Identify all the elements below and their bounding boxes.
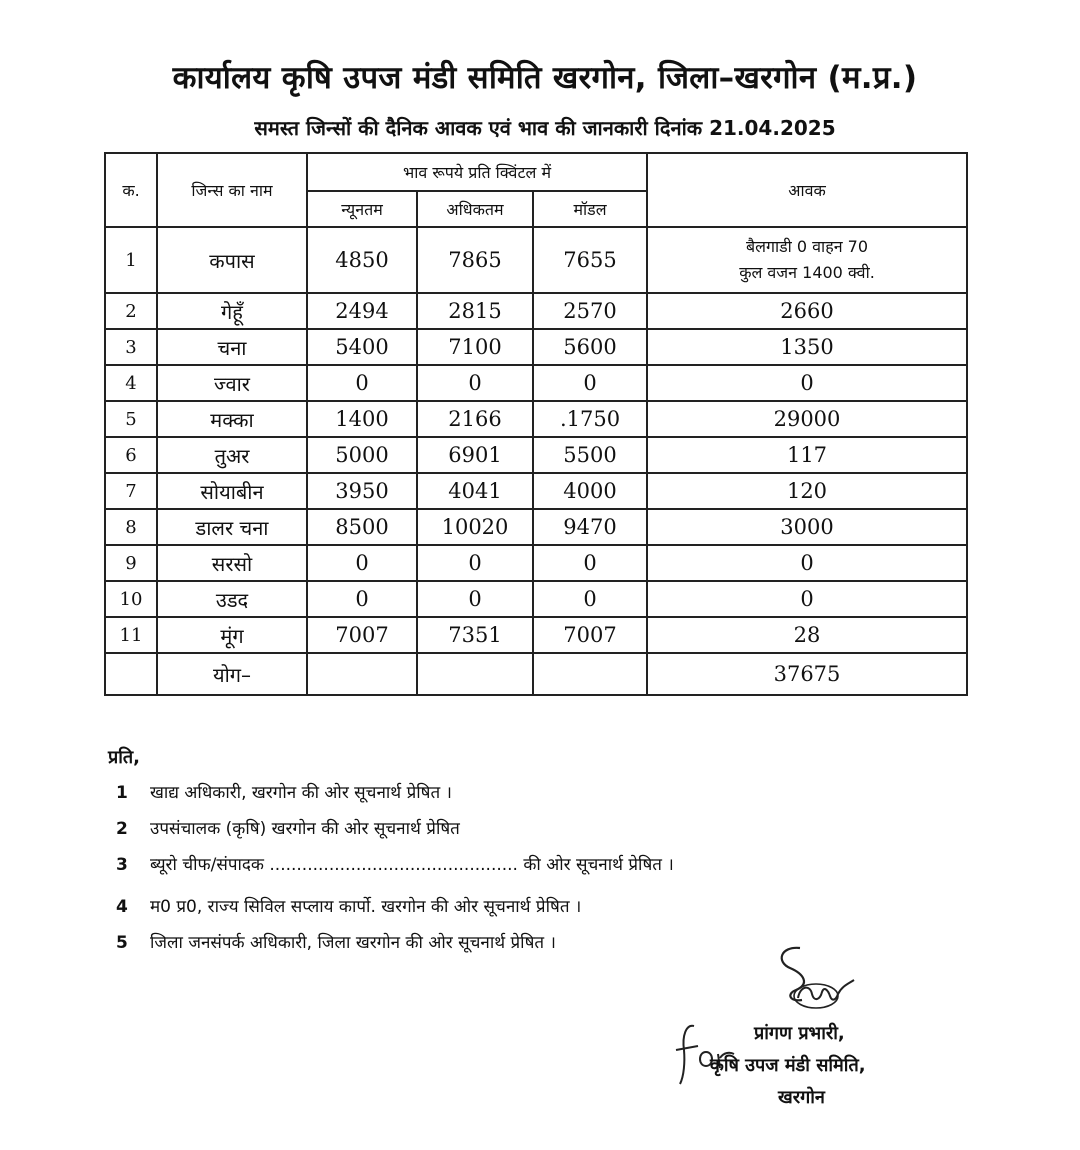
row-commodity: सरसो <box>157 545 307 581</box>
signatory-designation: प्रांगण प्रभारी, <box>754 1023 845 1044</box>
row-sn: 2 <box>105 293 157 329</box>
header-model-price: मॉडल <box>533 191 647 227</box>
row-max: 6901 <box>417 437 533 473</box>
arrival-vehicles: बैलगाडी 0 वाहन 70 <box>745 237 869 256</box>
list-item-number: 2 <box>116 819 128 839</box>
table-row <box>105 365 967 401</box>
table-row <box>105 329 967 365</box>
table-row <box>105 617 967 653</box>
row-min: 0 <box>307 581 417 617</box>
list-item <box>116 816 816 852</box>
row-min: 0 <box>307 545 417 581</box>
row-commodity: चना <box>157 329 307 365</box>
report-subtitle: समस्त जिन्सों की दैनिक आवक एवं भाव की जानकारी दिनांक 21.04.2025 <box>254 116 836 140</box>
row-sn: 1 <box>105 227 157 293</box>
row-commodity: ज्वार <box>157 365 307 401</box>
row-arrival: 29000 <box>647 401 967 437</box>
row-model: 9470 <box>533 509 647 545</box>
row-sn: 10 <box>105 581 157 617</box>
row-max: 2815 <box>417 293 533 329</box>
list-item-number: 3 <box>116 855 128 875</box>
row-arrival: 2660 <box>647 293 967 329</box>
row-min: 5400 <box>307 329 417 365</box>
row-commodity: गेहूँ <box>157 293 307 329</box>
row-commodity: मक्का <box>157 401 307 437</box>
row-model: 5500 <box>533 437 647 473</box>
total-label: योग– <box>157 653 307 695</box>
row-commodity: मूंग <box>157 617 307 653</box>
table-row <box>105 293 967 329</box>
row-commodity: सोयाबीन <box>157 473 307 509</box>
row-sn: 5 <box>105 401 157 437</box>
row-min: 0 <box>307 365 417 401</box>
total-sn-empty <box>105 653 157 695</box>
office-title: कार्यालय कृषि उपज मंडी समिति खरगोन, जिला–खरगोन (म.प्र.) <box>172 60 918 96</box>
header-max-price: अधिकतम <box>417 191 533 227</box>
list-item-text: ब्यूरो चीफ/संपादक .............................................. की ओर सूचनार्थ प्रेषित । <box>150 855 674 875</box>
row-sn: 7 <box>105 473 157 509</box>
list-item-text: जिला जनसंपर्क अधिकारी, जिला खरगोन की ओर सूचनार्थ प्रेषित । <box>150 933 556 953</box>
row-model: 7655 <box>533 227 647 293</box>
row-min: 4850 <box>307 227 417 293</box>
header-commodity-name: जिन्स का नाम <box>157 153 307 227</box>
row-arrival: 28 <box>647 617 967 653</box>
table-row <box>105 473 967 509</box>
row-model: 7007 <box>533 617 647 653</box>
list-item-text: म0 प्र0, राज्य सिविल सप्लाय कार्पो. खरगोन की ओर सूचनार्थ प्रेषित । <box>150 897 582 917</box>
row-max: 7351 <box>417 617 533 653</box>
signatory-organization: कृषि उपज मंडी समिति, <box>710 1055 866 1076</box>
row-model: 4000 <box>533 473 647 509</box>
row-model: 2570 <box>533 293 647 329</box>
row-commodity: कपास <box>157 227 307 293</box>
list-item <box>116 780 816 816</box>
row-max: 2166 <box>417 401 533 437</box>
row-max: 7100 <box>417 329 533 365</box>
row-sn: 11 <box>105 617 157 653</box>
row-max: 4041 <box>417 473 533 509</box>
row-min: 8500 <box>307 509 417 545</box>
distribution-heading: प्रति, <box>108 747 141 768</box>
row-commodity: उडद <box>157 581 307 617</box>
row-sn: 9 <box>105 545 157 581</box>
row-min: 3950 <box>307 473 417 509</box>
table-row <box>105 581 967 617</box>
table-row <box>105 437 967 473</box>
list-item-text: उपसंचालक (कृषि) खरगोन की ओर सूचनार्थ प्रेषित <box>150 819 460 839</box>
total-max-empty <box>417 653 533 695</box>
signatory-location: खरगोन <box>778 1087 825 1108</box>
row-min: 2494 <box>307 293 417 329</box>
header-sn: क. <box>105 153 157 227</box>
list-item <box>116 894 816 930</box>
list-item <box>116 930 816 966</box>
table-row <box>105 509 967 545</box>
list-item-text: खाद्य अधिकारी, खरगोन की ओर सूचनार्थ प्रेषित । <box>150 783 453 803</box>
row-arrival: 120 <box>647 473 967 509</box>
list-item <box>116 852 816 894</box>
table-row <box>105 227 967 293</box>
table-row <box>105 401 967 437</box>
row-commodity: डालर चना <box>157 509 307 545</box>
row-min: 1400 <box>307 401 417 437</box>
row-model: 0 <box>533 365 647 401</box>
row-arrival <box>647 227 967 293</box>
row-arrival: 0 <box>647 365 967 401</box>
row-max: 0 <box>417 581 533 617</box>
row-arrival: 0 <box>647 545 967 581</box>
distribution-list <box>116 780 816 966</box>
row-max: 0 <box>417 365 533 401</box>
row-arrival: 0 <box>647 581 967 617</box>
header-price-group: भाव रूपये प्रति क्विंटल में <box>307 153 647 191</box>
price-arrival-table <box>104 152 968 696</box>
arrival-total-weight: कुल वजन 1400 क्वी. <box>739 263 875 282</box>
row-arrival: 1350 <box>647 329 967 365</box>
row-sn: 4 <box>105 365 157 401</box>
total-model-empty <box>533 653 647 695</box>
row-max: 0 <box>417 545 533 581</box>
row-model: 0 <box>533 545 647 581</box>
row-min: 5000 <box>307 437 417 473</box>
row-sn: 8 <box>105 509 157 545</box>
total-arrival: 37675 <box>647 653 967 695</box>
row-model: 0 <box>533 581 647 617</box>
handwritten-signature <box>770 940 860 1020</box>
total-min-empty <box>307 653 417 695</box>
header-min-price: न्यूनतम <box>307 191 417 227</box>
list-item-number: 5 <box>116 933 128 953</box>
header-arrival: आवक <box>647 153 967 227</box>
row-sn: 6 <box>105 437 157 473</box>
table-row <box>105 545 967 581</box>
list-item-number: 4 <box>116 897 128 917</box>
row-commodity: तुअर <box>157 437 307 473</box>
row-arrival: 3000 <box>647 509 967 545</box>
row-max: 10020 <box>417 509 533 545</box>
list-item-number: 1 <box>116 783 128 803</box>
row-max: 7865 <box>417 227 533 293</box>
row-sn: 3 <box>105 329 157 365</box>
total-row <box>105 653 967 695</box>
row-model: .1750 <box>533 401 647 437</box>
row-model: 5600 <box>533 329 647 365</box>
row-arrival: 117 <box>647 437 967 473</box>
row-min: 7007 <box>307 617 417 653</box>
signature-block <box>690 1018 990 1114</box>
